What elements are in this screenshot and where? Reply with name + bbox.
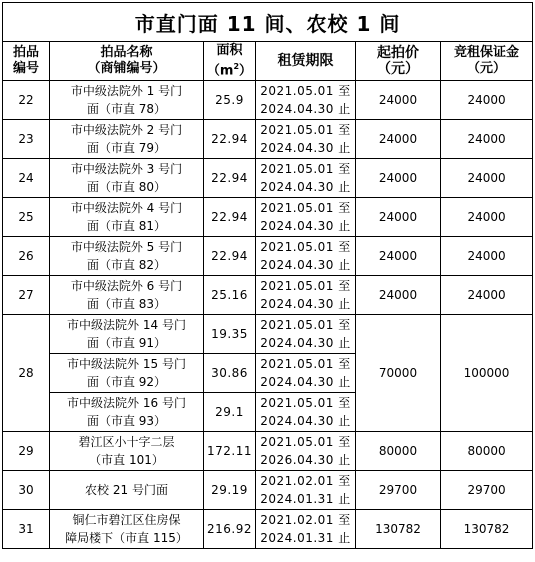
lot-number-cell: 24 [3,159,50,198]
lease-period-line2: 2024.04.30 止 [260,336,351,350]
header-lot-number-line2: 编号 [12,61,39,76]
item-name-line2: 面（市直 79） [86,141,167,155]
lease-period-line2: 2024.04.30 止 [260,102,351,116]
deposit-cell: 24000 [441,159,533,198]
header-item-name [50,42,204,81]
item-name-line2: 面（市直 92） [86,375,167,389]
lease-period-cell [256,81,356,120]
item-name-cell [50,276,204,315]
header-area-unit-close: ） [239,63,253,79]
lease-period-cell [256,432,356,471]
deposit-cell: 24000 [441,237,533,276]
lease-auction-table [2,2,533,549]
header-deposit [441,42,533,81]
item-name-cell [50,237,204,276]
item-name-cell [50,120,204,159]
lease-period-line2: 2024.01.31 止 [260,531,351,545]
lease-period-line1: 2021.05.01 至 [260,396,351,410]
lease-period-line2: 2024.04.30 止 [260,180,351,194]
item-name-cell [50,81,204,120]
item-name-line1: 市中级法院外 1 号门 [70,84,183,98]
area-cell: 172.11 [204,432,256,471]
item-name-cell [50,159,204,198]
starting-price-cell: 24000 [356,159,441,198]
header-starting-price-line2: （元） [377,61,419,77]
item-name-cell [50,510,204,549]
item-name-cell [50,432,204,471]
item-name-cell [50,315,204,354]
starting-price-cell: 24000 [356,237,441,276]
area-cell: 25.9 [204,81,256,120]
item-name-line1: 市中级法院外 4 号门 [70,201,183,215]
area-cell: 22.94 [204,159,256,198]
item-name-cell [50,354,204,393]
lease-period-cell [256,354,356,393]
lot-number-cell: 31 [3,510,50,549]
area-cell: 30.86 [204,354,256,393]
lot-number-cell: 23 [3,120,50,159]
item-name-line1: 市中级法院外 5 号门 [70,240,183,254]
table-row [3,432,533,471]
lease-period-cell [256,198,356,237]
item-name-line2: 面（市直 81） [86,219,167,233]
item-name-line2: 障局楼下（市直 115） [65,531,188,545]
starting-price-cell: 130782 [356,510,441,549]
lease-period-cell [256,471,356,510]
deposit-cell: 130782 [441,510,533,549]
header-lease-period: 租赁期限 [256,42,356,81]
area-cell: 19.35 [204,315,256,354]
table-row [3,159,533,198]
item-name-line1: 市中级法院外 3 号门 [70,162,183,176]
table-row [3,81,533,120]
lease-period-line1: 2021.05.01 至 [260,162,351,176]
lot-number-cell: 29 [3,432,50,471]
header-area [204,42,256,81]
item-name-line2: 面（市直 91） [86,336,167,350]
header-starting-price-line1: 起拍价 [377,45,419,61]
item-name-line1: 市中级法院外 2 号门 [70,123,183,137]
lot-number-cell: 28 [3,315,50,432]
lease-period-line2: 2024.04.30 止 [260,141,351,155]
lease-period-cell [256,393,356,432]
lease-period-line2: 2024.04.30 止 [260,258,351,272]
lease-period-cell [256,159,356,198]
item-name-line2: 面（市直 93） [86,414,167,428]
item-name-cell [50,393,204,432]
item-name-cell [50,471,204,510]
lease-period-cell [256,120,356,159]
header-lot-number-line1: 拍品 [12,45,39,60]
item-name-line1: 铜仁市碧江区住房保 [72,513,181,527]
lease-period-line1: 2021.05.01 至 [260,435,351,449]
lease-period-line1: 2021.02.01 至 [260,513,351,527]
header-row [3,42,533,81]
lease-period-cell [256,510,356,549]
table-row [3,510,533,549]
lease-period-line2: 2024.04.30 止 [260,297,351,311]
deposit-cell: 80000 [441,432,533,471]
item-name-line2: （市直 101） [89,453,164,467]
item-name-line1: 市中级法院外 16 号门 [67,396,186,410]
lot-number-cell: 25 [3,198,50,237]
lease-period-cell [256,315,356,354]
header-starting-price [356,42,441,81]
header-item-name-line1: 拍品名称 [100,45,153,60]
starting-price-cell: 24000 [356,120,441,159]
item-name-line1: 农校 21 号门面 [85,483,168,497]
lease-period-line1: 2021.05.01 至 [260,201,351,215]
starting-price-cell: 80000 [356,432,441,471]
header-lot-number [3,42,50,81]
header-deposit-line1: 竞租保证金 [454,45,520,60]
item-name-line1: 市中级法院外 6 号门 [70,279,183,293]
lease-period-line2: 2024.01.31 止 [260,492,351,506]
deposit-cell: 24000 [441,120,533,159]
table-row [3,120,533,159]
item-name-line2: 面（市直 83） [86,297,167,311]
header-deposit-line2: （元） [467,61,507,76]
item-name-cell [50,198,204,237]
deposit-cell: 100000 [441,315,533,432]
starting-price-cell: 70000 [356,315,441,432]
item-name-line2: 面（市直 80） [86,180,167,194]
lease-period-cell [256,237,356,276]
deposit-cell: 24000 [441,81,533,120]
lot-number-cell: 22 [3,81,50,120]
item-name-line2: 面（市直 82） [86,258,167,272]
header-area-line1: 面积 [216,42,243,58]
deposit-cell: 29700 [441,471,533,510]
area-cell: 216.92 [204,510,256,549]
lease-period-line1: 2021.02.01 至 [260,474,351,488]
lease-period-line2: 2024.04.30 止 [260,219,351,233]
lease-period-line1: 2021.05.01 至 [260,84,351,98]
lease-period-line1: 2021.05.01 至 [260,357,351,371]
header-area-unit-sup: 2 [233,61,240,71]
area-cell: 22.94 [204,120,256,159]
lot-number-cell: 27 [3,276,50,315]
item-name-line2: 面（市直 78） [86,102,167,116]
lease-period-line1: 2021.05.01 至 [260,123,351,137]
lease-period-line2: 2024.04.30 止 [260,414,351,428]
lot-number-cell: 30 [3,471,50,510]
table-row [3,471,533,510]
table-row [3,276,533,315]
area-cell: 22.94 [204,237,256,276]
area-cell: 25.16 [204,276,256,315]
deposit-cell: 24000 [441,276,533,315]
item-name-line1: 市中级法院外 15 号门 [67,357,186,371]
lease-period-cell [256,276,356,315]
area-cell: 29.1 [204,393,256,432]
starting-price-cell: 24000 [356,276,441,315]
lease-auction-table-container [2,2,532,549]
deposit-cell: 24000 [441,198,533,237]
area-cell: 29.19 [204,471,256,510]
table-row [3,237,533,276]
area-cell: 22.94 [204,198,256,237]
starting-price-cell: 24000 [356,81,441,120]
table-row [3,315,533,354]
lease-period-line2: 2026.04.30 止 [260,453,351,467]
header-area-unit-open: （m [206,63,234,79]
table-row [3,198,533,237]
lease-period-line1: 2021.05.01 至 [260,240,351,254]
table-title: 市直门面 11 间、农校 1 间 [3,3,533,42]
lot-number-cell: 26 [3,237,50,276]
item-name-line1: 市中级法院外 14 号门 [67,318,186,332]
lease-period-line2: 2024.04.30 止 [260,375,351,389]
lease-period-line1: 2021.05.01 至 [260,279,351,293]
header-item-name-line2: （商铺编号） [87,61,166,76]
main-rows [3,81,533,549]
item-name-line1: 碧江区小十字二层 [78,435,175,449]
lease-period-line1: 2021.05.01 至 [260,318,351,332]
starting-price-cell: 29700 [356,471,441,510]
starting-price-cell: 24000 [356,198,441,237]
